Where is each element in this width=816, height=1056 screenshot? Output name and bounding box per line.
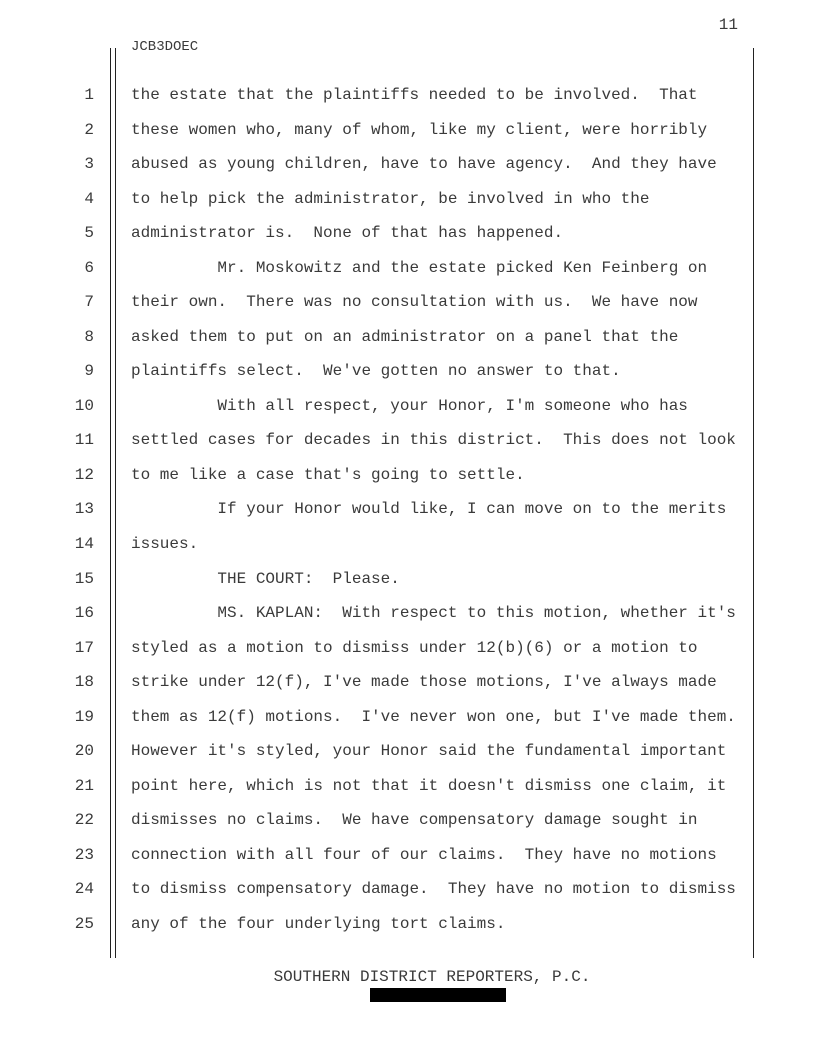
left-margin-line-inner [115, 48, 116, 958]
page-number: 11 [718, 16, 738, 34]
transcript-line: asked them to put on an administrator on a panel that the [131, 327, 679, 346]
line-number: 12 [74, 465, 94, 484]
line-number: 19 [74, 707, 94, 726]
line-number: 16 [74, 604, 94, 623]
transcript-line: dismisses no claims. We have compensatory damage sought in [131, 811, 698, 830]
line-number: 11 [74, 431, 94, 450]
line-number: 2 [84, 120, 94, 139]
transcript-line: styled as a motion to dismiss under 12(b)(6) or a motion to [131, 638, 698, 657]
footer-reporter: SOUTHERN DISTRICT REPORTERS, P.C. [273, 968, 591, 986]
line-number: 6 [84, 258, 94, 277]
transcript-line: abused as young children, have to have agency. And they have [131, 155, 717, 174]
transcript-line: With all respect, your Honor, I'm someone who has [131, 396, 688, 415]
transcript-line: to me like a case that's going to settle. [131, 465, 525, 484]
line-number: 7 [84, 293, 94, 312]
line-number: 5 [84, 224, 94, 243]
transcript-line: the estate that the plaintiffs needed to be involved. That [131, 86, 698, 104]
line-number: 24 [74, 880, 94, 899]
line-number: 17 [74, 638, 94, 657]
transcript-line: However it's styled, your Honor said the fundamental important [131, 742, 727, 761]
redaction-bar [370, 988, 506, 1002]
left-margin-line-outer [110, 48, 111, 958]
line-number: 1 [84, 86, 94, 104]
transcript-line: them as 12(f) motions. I've never won one, but I've made them. [131, 707, 736, 726]
transcript-line: Mr. Moskowitz and the estate picked Ken Feinberg on [131, 258, 708, 277]
line-number: 20 [74, 742, 94, 761]
line-number: 3 [84, 155, 94, 174]
transcript-line: THE COURT: Please. [131, 569, 400, 588]
transcript-line: these women who, many of whom, like my client, were horribly [131, 120, 708, 139]
transcript-line: MS. KAPLAN: With respect to this motion, whether it's [131, 604, 736, 623]
line-number: 15 [74, 569, 94, 588]
transcript-line: strike under 12(f), I've made those motions, I've always made [131, 673, 717, 692]
line-number: 22 [74, 811, 94, 830]
right-margin-line [753, 48, 754, 958]
line-number: 21 [74, 776, 94, 795]
transcript-line: issues. [131, 535, 199, 554]
transcript-line: their own. There was no consultation with us. We have now [131, 293, 698, 312]
line-number: 10 [74, 396, 94, 415]
line-number: 9 [84, 362, 94, 381]
transcript-line: settled cases for decades in this district. This does not look [131, 431, 736, 450]
transcript-line: to help pick the administrator, be involved in who the [131, 189, 650, 208]
transcript-line: point here, which is not that it doesn't dismiss one claim, it [131, 776, 727, 795]
line-number: 4 [84, 189, 94, 208]
transcript-line: connection with all four of our claims. They have no motions [131, 845, 717, 864]
line-number: 23 [74, 845, 94, 864]
transcript-line: any of the four underlying tort claims. [131, 914, 506, 933]
line-number: 25 [74, 914, 94, 933]
line-number: 18 [74, 673, 94, 692]
line-number: 8 [84, 327, 94, 346]
line-number: 13 [74, 500, 94, 519]
transcript-line: If your Honor would like, I can move on to the merits [131, 500, 727, 519]
case-header: JCB3DOEC [131, 39, 199, 55]
transcript-line: to dismiss compensatory damage. They have no motion to dismiss [131, 880, 736, 899]
line-number: 14 [74, 535, 94, 554]
transcript-line: plaintiffs select. We've gotten no answer to that. [131, 362, 621, 381]
transcript-line: administrator is. None of that has happened. [131, 224, 564, 243]
